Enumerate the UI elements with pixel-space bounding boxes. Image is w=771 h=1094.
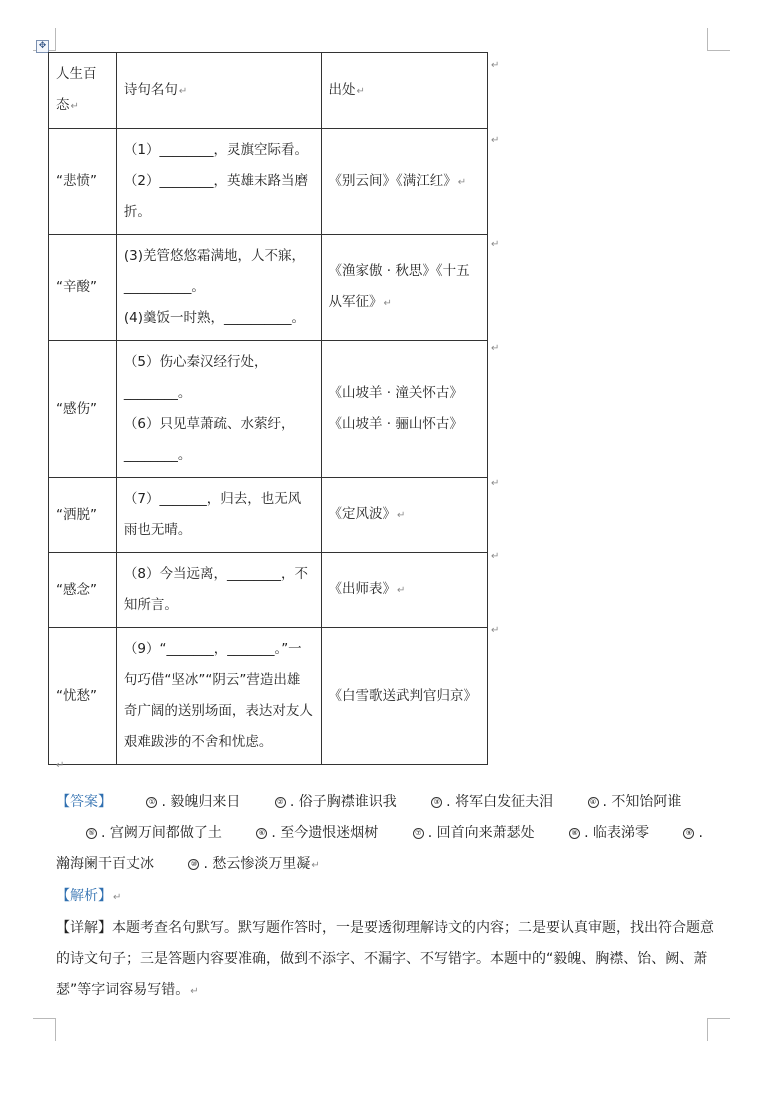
analysis-label: 【解析】 xyxy=(56,888,112,904)
row-end-mark-icon: ↵ xyxy=(491,551,500,562)
table-move-handle-icon[interactable]: ✥ xyxy=(36,40,49,53)
row-source: 《山坡羊 · 潼关怀古》 《山坡羊 · 骊山怀古》 xyxy=(321,341,488,478)
answer-number: ⑧ xyxy=(569,828,580,839)
analysis-detail: 【详解】本题考查名句默写。默写题作答时，一是要透彻理解诗文的内容；二是要认真审题，找出符合题意的诗文句子；三是答题内容要准确，做到不添字、不漏字、不写错字。本题中的“毅魄、胸襟、饴、阙、萧瑟”等字词容易写错。↵ xyxy=(56,920,714,998)
answer-number: ④ xyxy=(588,797,599,808)
answer-text: . 至今遗恨迷烟树 xyxy=(271,825,379,841)
answer-text: . 将军白发征夫泪 xyxy=(446,794,554,810)
answer-number: ⑤ xyxy=(86,828,97,839)
row-category: “辛酸” xyxy=(49,235,117,341)
header-source: 出处↵ xyxy=(321,53,488,129)
detail-label: 【详解】 xyxy=(56,920,112,936)
crop-mark-bottom-left xyxy=(33,1018,56,1041)
table-row xyxy=(49,478,488,553)
table-row xyxy=(49,341,488,478)
header-lines: 诗句名句↵ xyxy=(116,53,321,129)
row-end-mark-icon: ↵ xyxy=(491,343,500,354)
row-end-mark-icon: ↵ xyxy=(491,625,500,636)
row-end-mark-icon: ↵ xyxy=(491,135,500,146)
row-source: 《别云间》《满江红》↵ xyxy=(321,129,488,235)
answer-number: ③ xyxy=(431,797,442,808)
detail-text: 本题考查名句默写。默写题作答时，一是要透彻理解诗文的内容；二是要认真审题，找出符合题意的诗文句子；三是答题内容要准确，做到不添字、不漏字、不写错字。本题中的“毅魄、胸襟、饴、阙、萧瑟”等字词容易写错。 xyxy=(56,920,714,998)
answer-label: 【答案】 xyxy=(56,794,112,810)
row-category: “感伤” xyxy=(49,341,117,478)
header-category: 人生百态↵ xyxy=(49,53,117,129)
answer-block: 【答案】 ① . 毅魄归来日 ② . 俗子胸襟谁识我 ③ . 将军白发征夫泪 ④ . 不知饴阿谁 ⑤ . 宫阙万间都做了土 ⑥ . 至今遗恨迷烟树 ⑦ . 回首向来萧瑟处 ⑧ . 临表涕零 ⑨ . 瀚海阑干百丈冰 ⑩ . 愁云惨淡万里凝↵ xyxy=(56,794,703,872)
analysis-label-line: 【解析】↵ xyxy=(56,888,122,904)
table-row xyxy=(49,129,488,235)
answer-number: ⑦ xyxy=(413,828,424,839)
answer-text: . 临表涕零 xyxy=(584,825,649,841)
row-source: 《定风波》↵ xyxy=(321,478,488,553)
answer-text: . 俗子胸襟谁识我 xyxy=(289,794,397,810)
row-end-mark-icon: ↵ xyxy=(491,60,500,71)
table-header-row xyxy=(49,53,488,129)
row-source: 《出师表》↵ xyxy=(321,553,488,628)
row-end-mark-icon: ↵ xyxy=(491,239,500,250)
answer-number: ⑨ xyxy=(683,828,694,839)
row-category: “洒脱” xyxy=(49,478,117,553)
table-row xyxy=(49,628,488,765)
answer-number: ⑩ xyxy=(188,859,199,870)
answer-text: . 不知饴阿谁 xyxy=(602,794,682,810)
answer-text: . 毅魄归来日 xyxy=(161,794,241,810)
row-lines: （5）伤心秦汉经行处，________。 （6）只见草萧疏、水萦纡，________。 xyxy=(116,341,321,478)
answer-number: ② xyxy=(275,797,286,808)
row-category: “感念” xyxy=(49,553,117,628)
answer-number: ⑥ xyxy=(256,828,267,839)
row-end-mark-icon: ↵ xyxy=(491,478,500,489)
crop-mark-top-right xyxy=(707,28,730,51)
row-category: “忧愁” xyxy=(49,628,117,765)
answer-text: . 瀚海阑干百丈冰 xyxy=(56,825,703,872)
row-lines: （9）“_______，_______。”一句巧借“坚冰”“阴云”营造出雄奇广阔的送别场面，表达对友人艰难跋涉的不舍和忧虑。 xyxy=(116,628,321,765)
answer-text: . 愁云惨淡万里凝 xyxy=(203,856,311,872)
paragraph-mark-icon: ↵ xyxy=(56,760,65,771)
row-category: “悲愤” xyxy=(49,129,117,235)
row-lines: （7）_______，归去，也无风雨也无晴。 xyxy=(116,478,321,553)
row-source: 《白雪歌送武判官归京》 xyxy=(321,628,488,765)
table-row xyxy=(49,235,488,341)
table-row xyxy=(49,553,488,628)
answer-text: . 宫阙万间都做了土 xyxy=(101,825,222,841)
answer-section xyxy=(56,787,716,1007)
answer-text: . 回首向来萧瑟处 xyxy=(427,825,535,841)
row-lines: （1）________，灵旗空际看。 （2）________，英雄末路当磨折。 xyxy=(116,129,321,235)
row-lines: （8）今当远离，________，不知所言。 xyxy=(116,553,321,628)
row-lines: (3)羌管悠悠霜满地，人不寐，__________。 (4)羹饭一时熟，__________。 xyxy=(116,235,321,341)
crop-mark-bottom-right xyxy=(707,1018,730,1041)
row-source: 《渔家傲 · 秋思》《十五从军征》↵ xyxy=(321,235,488,341)
poem-table xyxy=(48,52,488,765)
answer-number: ① xyxy=(146,797,157,808)
